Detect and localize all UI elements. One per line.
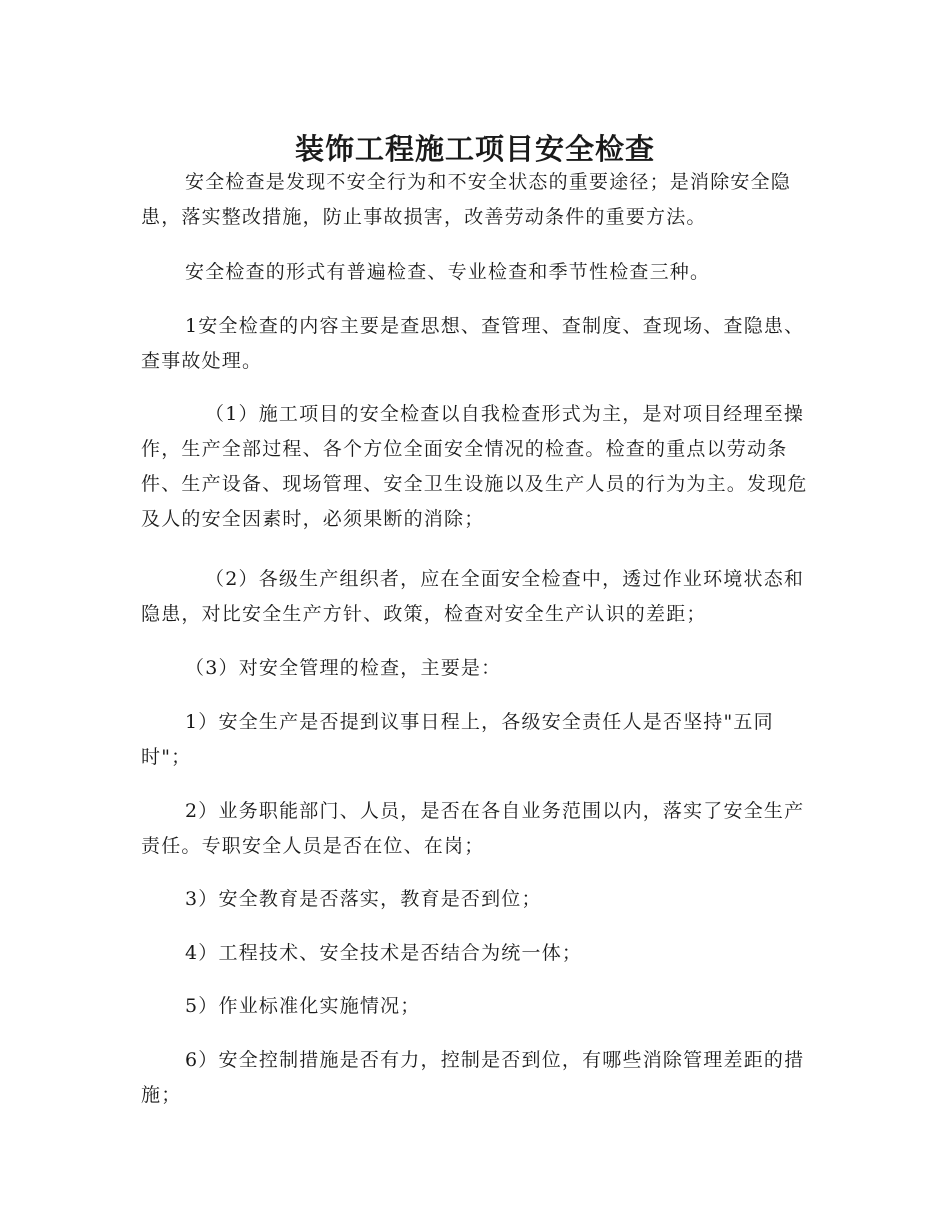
- list-item-4: 4）工程技术、安全技术是否结合为统一体；: [185, 942, 583, 964]
- document-title: 装饰工程施工项目安全检查: [294, 132, 655, 167]
- paragraph-item-1: （1）施工项目的安全检查以自我检查形式为主，是对项目经理至操作，生产全部过程、各个方位全面安全情况的检查。检查的重点以劳动条件、生产设备、现场管理、安全卫生设施以及生产人员的行为为主。发现危及人的安全因素时，必须果断的消除；: [141, 403, 808, 530]
- list-item-5: 5）作业标准化实施情况；: [185, 995, 421, 1017]
- paragraph-intro: 安全检查是发现不安全行为和不安全状态的重要途径；是消除安全隐患，落实整改措施，防止事故损害，改善劳动条件的重要方法。: [141, 171, 792, 228]
- list-item-2: 2）业务职能部门、人员，是否在各自业务范围以内，落实了安全生产责任。专职安全人员是否在位、在岗；: [141, 800, 805, 857]
- paragraph-item-2: （2）各级生产组织者，应在全面安全检查中，透过作业环境状态和隐患，对比安全生产方针、政策，检查对安全生产认识的差距；: [141, 568, 805, 625]
- list-item-1: 1）安全生产是否提到议事日程上，各级安全责任人是否坚持"五同时"；: [141, 711, 774, 768]
- list-item-3: 3）安全教育是否落实，教育是否到位；: [185, 888, 542, 910]
- paragraph-forms: 安全检查的形式有普遍检查、专业检查和季节性检查三种。: [185, 261, 711, 283]
- paragraph-content: 1安全检查的内容主要是查思想、查管理、查制度、查现场、查隐患、查事故处理。: [141, 315, 805, 372]
- paragraph-item-3: （3）对安全管理的检查，主要是：: [185, 657, 502, 679]
- list-item-6: 6）安全控制措施是否有力，控制是否到位，有哪些消除管理差距的措施；: [141, 1049, 805, 1106]
